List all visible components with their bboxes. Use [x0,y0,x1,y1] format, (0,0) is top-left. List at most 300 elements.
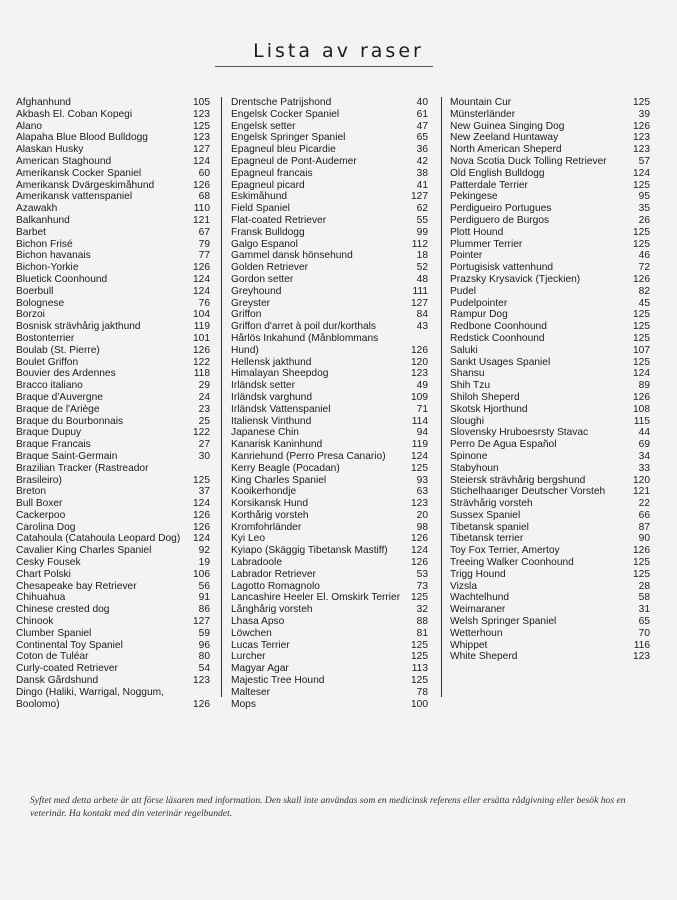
page-number: 124 [193,285,210,297]
breed-entry [450,215,650,227]
page-number: 99 [416,226,428,238]
breed-name: Irländsk Vattenspaniel [231,403,331,415]
breed-entry [16,357,210,369]
breed-entry [16,250,210,262]
page-number: 124 [633,167,650,179]
breed-entry [16,592,210,604]
breed-entry [16,380,210,392]
breed-entry [16,144,210,156]
breed-entry [450,109,650,121]
breed-entry [231,439,428,451]
breed-name: Bostonterrier [16,332,75,344]
breed-entry [450,321,650,333]
breed-name: Clumber Spaniel [16,627,92,639]
breed-name: Bosnisk strävhårig jakthund [16,321,141,333]
breed-name: Braque Francais [16,439,91,451]
breed-entry [231,239,428,251]
breed-entry [16,604,210,616]
breed-name: Kerry Beagle (Pocadan) [231,462,340,474]
page-number: 39 [638,108,650,120]
page-number: 123 [411,498,428,510]
page-number: 57 [638,155,650,167]
page-number: 124 [411,450,428,462]
page-number: 113 [411,663,428,675]
breed-name: Chinese crested dog [16,604,110,616]
breed-entry [231,180,428,192]
breed-entry [231,427,428,439]
page-number: 125 [633,309,650,321]
breed-name: Bolognese [16,297,65,309]
page-number: 60 [198,167,210,179]
page-number: 29 [198,380,210,392]
breed-name: Épagneul francais [231,167,313,179]
page-number: 79 [198,238,210,250]
breed-entry [16,569,210,581]
page-number: 44 [638,427,650,439]
breed-entry [231,121,428,133]
breed-entry [231,616,428,628]
page-number: 125 [411,462,428,474]
page-number: 30 [198,450,210,462]
breed-name: Stichelhaarıger Deutscher Vorsteh [450,486,606,498]
page-number: 123 [411,368,428,380]
breed-name: Braque du Bourbonnais [16,415,124,427]
breed-entry [231,109,428,121]
breed-entry [231,628,428,640]
page-number: 106 [193,568,210,580]
page-number: 55 [416,214,428,226]
page-number: 98 [416,521,428,533]
breed-name: Boulet Griffon [16,356,79,368]
breed-entry [231,557,428,569]
breed-name: Lagotto Romagnolo [231,580,320,592]
breed-name: Kanriehund (Perro Presa Canario) [231,450,386,462]
breed-entry [16,215,210,227]
breed-entry [231,522,428,534]
breed-name: Saluki [450,344,478,356]
breed-entry [16,203,210,215]
breed-name: Toy Fox Terrier, Amertoy [450,545,560,557]
breed-name: Irländsk varghund [231,391,312,403]
page-number: 87 [638,521,650,533]
page-number: 41 [416,179,428,191]
breed-entry [450,510,650,522]
breed-name: Carolina Dog [16,521,76,533]
breed-name: Skotsk Hjorthund [450,403,528,415]
breed-name: Strävhårig vorsteh [450,498,533,510]
page-number: 28 [638,580,650,592]
breed-name: Labradoole [231,557,282,569]
page-number: 52 [416,262,428,274]
breed-entry [16,345,210,357]
breed-name: Lancashire Heeler El. Omskirk Terrier [231,592,401,604]
breed-name: Coton de Tuléar [16,651,89,663]
page-number: 27 [198,439,210,451]
breed-name: Continental Toy Spaniel [16,639,123,651]
page-number: 127 [193,616,210,628]
column-divider [221,97,222,697]
breed-entry [231,250,428,262]
breed-entry [450,191,650,203]
breed-entry [16,510,210,522]
page-number: 123 [633,144,650,156]
breed-name: Pointer [450,250,483,262]
breed-entry [231,545,428,557]
breed-name: Cackerpoo [16,509,66,521]
breed-entry [231,675,428,687]
page-number: 70 [638,627,650,639]
breed-entry [450,250,650,262]
breed-name: Engelsk Cocker Spaniel [231,108,340,120]
breed-name: Japanese Chin [231,427,299,439]
breed-entry [231,640,428,652]
page-number: 59 [198,627,210,639]
breed-entry [450,522,650,534]
breed-entry [450,498,650,510]
page-number: 96 [198,639,210,651]
page-number: 77 [198,250,210,262]
breed-name: Pudel [450,285,477,297]
breed-entry [450,357,650,369]
page-number: 126 [411,557,428,569]
breed-entry [231,298,428,310]
breed-name: Perdiguero de Burgos [450,214,550,226]
page-number: 126 [411,344,428,356]
breed-name: Balkanhund [16,214,70,226]
breed-entry [231,533,428,545]
page-number: 82 [638,285,650,297]
breed-name: Portugisisk vattenhund [450,262,554,274]
breed-entry [16,545,210,557]
breed-entry [450,569,650,581]
breed-name: Épagneul picard [231,179,305,191]
page-number: 100 [411,698,428,710]
breed-column-3 [450,97,650,663]
page-number: 109 [411,391,428,403]
breed-entry [16,121,210,133]
breed-entry [16,97,210,109]
breed-entry [16,368,210,380]
page-number: 107 [633,344,650,356]
page-number: 92 [198,545,210,557]
page-number: 124 [411,545,428,557]
page-number: 127 [411,191,428,203]
breed-entry [16,439,210,451]
page-number: 125 [411,675,428,687]
breed-name: Långhårig vorsteh [231,604,313,616]
breed-entry [231,333,428,357]
page-number: 65 [638,616,650,628]
breed-entry [16,180,210,192]
breed-entry [16,427,210,439]
breed-entry [450,298,650,310]
breed-name: Wetterhoun [450,627,503,639]
breed-name: Alapaha Blue Blood Bulldogg [16,132,148,144]
breed-name: Kromfohrländer [231,521,302,533]
breed-entry [450,416,650,428]
page-number: 120 [633,474,650,486]
breed-entry [231,156,428,168]
breed-entry [16,274,210,286]
breed-name: Plott Hound [450,226,504,238]
page-number: 110 [193,203,210,215]
breed-name: Barbet [16,226,47,238]
page-number: 35 [638,203,650,215]
page-number: 101 [193,332,210,344]
page-number: 68 [198,191,210,203]
breed-entry [16,581,210,593]
breed-name: Perro De Agua Español [450,439,557,451]
page-number: 73 [416,580,428,592]
breed-name: Borzoi [16,309,45,321]
breed-name: New Zeeland Huntaway [450,132,559,144]
breed-name: Afghanhund [16,97,71,108]
breed-name: Engelsk setter [231,120,296,132]
page-number: 24 [198,391,210,403]
breed-name: Gordon setter [231,273,294,285]
breed-entry [450,309,650,321]
breed-name: Curly-coated Retriever [16,663,118,675]
breed-name: Alano [16,120,43,132]
breed-name: Stabyhoun [450,462,499,474]
page-number: 126 [633,120,650,132]
breed-name: Mops [231,698,256,710]
breed-column-2 [231,97,428,710]
page-number: 126 [193,262,210,274]
page-number: 80 [198,651,210,663]
page-number: 126 [193,179,210,191]
breed-name: Braque d'Auvergne [16,391,103,403]
page-number: 20 [416,509,428,521]
page-number: 23 [198,403,210,415]
page-number: 121 [193,214,210,226]
breed-name: Hårlös Inkahund (Månblommans Hund) [231,332,379,356]
page-number: 95 [638,191,650,203]
page-number: 124 [193,533,210,545]
page-number: 121 [633,486,650,498]
breed-name: Brazilian Tracker (Rastreador Brasileiro) [16,462,149,486]
breed-entry [231,132,428,144]
breed-name: White Sheperd [450,651,518,663]
breed-entry [16,309,210,321]
page-number: 125 [633,179,650,191]
breed-entry [231,404,428,416]
breed-name: Cavalier King Charles Spaniel [16,545,152,557]
breed-name: Malteser [231,686,271,698]
page-number: 66 [638,509,650,521]
breed-entry [450,451,650,463]
breed-entry [450,286,650,298]
page-number: 123 [193,132,210,144]
page-number: 19 [198,557,210,569]
page-number: 104 [193,309,210,321]
breed-name: Épagneul bleu Picardie [231,144,336,156]
breed-name: Mountain Cur [450,97,512,108]
breed-name: Himalayan Sheepdog [231,368,329,380]
breed-entry [450,463,650,475]
breed-entry [231,274,428,286]
breed-name: Bichon Frisé [16,238,73,250]
page-number: 126 [193,509,210,521]
breed-name: Pudelpointer [450,297,508,309]
breed-name: Tibetansk terrier [450,533,524,545]
page-number: 125 [633,356,650,368]
breed-name: Amerikansk Dvärgeskimåhund [16,179,155,191]
breed-name: Shih Tzu [450,380,491,392]
page-number: 56 [198,580,210,592]
breed-name: Wachtelhund [450,592,510,604]
breed-name: New Guinea Singing Dog [450,120,565,132]
breed-entry [231,451,428,463]
page-number: 33 [638,462,650,474]
breed-entry [231,144,428,156]
page-number: 93 [416,474,428,486]
breed-name: American Staghound [16,155,112,167]
breed-name: Breton [16,486,47,498]
breed-entry [231,663,428,675]
page-title: Lista av raser [253,40,424,62]
breed-entry [16,109,210,121]
breed-entry [450,132,650,144]
breed-entry [231,581,428,593]
breed-name: Kyi Leo [231,533,265,545]
breed-entry [231,168,428,180]
breed-name: Griffon d'arret à poil dur/korthals [231,321,377,333]
breed-name: Magyar Agar [231,663,289,675]
page-number: 65 [416,132,428,144]
page-number: 125 [633,568,650,580]
breed-entry [450,168,650,180]
page-number: 125 [633,557,650,569]
breed-name: Greyhound [231,285,282,297]
page-number: 37 [198,486,210,498]
breed-name: Sussex Spaniel [450,509,521,521]
page-number: 43 [416,321,428,333]
breed-name: Lucas Terrier [231,639,290,651]
page-number: 126 [411,533,428,545]
breed-name: Flat-coated Retriever [231,214,327,226]
breed-entry [450,475,650,487]
breed-name: Épagneul de Pont-Audemer [231,155,357,167]
breed-entry [450,156,650,168]
page-number: 125 [411,651,428,663]
page-number: 78 [416,686,428,698]
breed-name: Patterdale Terrier [450,179,528,191]
breed-entry [16,227,210,239]
breed-entry [16,463,210,487]
breed-name: Trigg Hound [450,568,506,580]
page-number: 126 [633,391,650,403]
breed-entry [450,533,650,545]
page-number: 123 [633,132,650,144]
breed-name: Redstick Coonhound [450,332,545,344]
breed-entry [16,239,210,251]
breed-name: Münsterländer [450,108,516,120]
page-number: 62 [416,203,428,215]
breed-name: Slovensky Hruboesrsty Stavac [450,427,589,439]
breed-name: Eskimåhund [231,191,288,203]
page-number: 94 [416,427,428,439]
breed-name: Korsikansk Hund [231,498,309,510]
page-number: 111 [412,285,428,297]
breed-entry [231,97,428,109]
breed-entry [16,486,210,498]
breed-entry [450,345,650,357]
breed-column-1 [16,97,210,710]
page-number: 124 [193,498,210,510]
breed-entry [16,533,210,545]
breed-entry [450,144,650,156]
breed-entry [231,286,428,298]
breed-entry [16,628,210,640]
page-number: 127 [411,297,428,309]
page-number: 124 [633,368,650,380]
page-number: 126 [193,344,210,356]
breed-name: Braque de l'Ariège [16,403,100,415]
breed-entry [16,333,210,345]
breed-name: Kyiapo (Skäggig Tibetansk Mastiff) [231,545,388,557]
breed-name: Alaskan Husky [16,144,84,156]
breed-name: Bluetick Coonhound [16,273,108,285]
page-number: 125 [633,226,650,238]
page-number: 25 [198,415,210,427]
breed-name: Bracco italiano [16,380,83,392]
breed-name: Whippet [450,639,488,651]
breed-entry [16,191,210,203]
breed-name: Korthårig vorsteh [231,509,309,521]
page-number: 119 [193,321,210,333]
breed-name: Bull Boxer [16,498,63,510]
breed-entry [450,392,650,404]
page-number: 69 [638,439,650,451]
page-number: 46 [638,250,650,262]
page-number: 115 [633,415,650,427]
breed-entry [16,640,210,652]
breed-entry [231,215,428,227]
page-number: 125 [193,474,210,486]
page-number: 84 [416,309,428,321]
breed-name: Löwchen [231,627,272,639]
breed-name: Bichon havanais [16,250,91,262]
breed-entry [450,404,650,416]
page-number: 26 [638,214,650,226]
page-number: 116 [633,639,650,651]
breed-entry [16,404,210,416]
breed-entry [16,286,210,298]
column-divider [441,97,442,697]
breed-name: Chart Polski [16,568,71,580]
page-number: 76 [198,297,210,309]
breed-name: Rampur Dog [450,309,508,321]
breed-name: Plummer Terrier [450,238,523,250]
breed-name: Lurcher [231,651,266,663]
breed-name: Steiersk strävhårig bergshund [450,474,586,486]
page-number: 125 [411,639,428,651]
page-number: 22 [638,498,650,510]
page-number: 91 [198,592,210,604]
breed-entry [450,97,650,109]
breed-entry [231,203,428,215]
breed-entry [231,191,428,203]
page-number: 36 [416,144,428,156]
page-number: 119 [411,439,428,451]
page-number: 123 [633,651,650,663]
breed-entry [450,581,650,593]
breed-entry [450,227,650,239]
page-number: 72 [638,262,650,274]
breed-name: Sankt Usages Spaniel [450,356,551,368]
breed-entry [231,227,428,239]
